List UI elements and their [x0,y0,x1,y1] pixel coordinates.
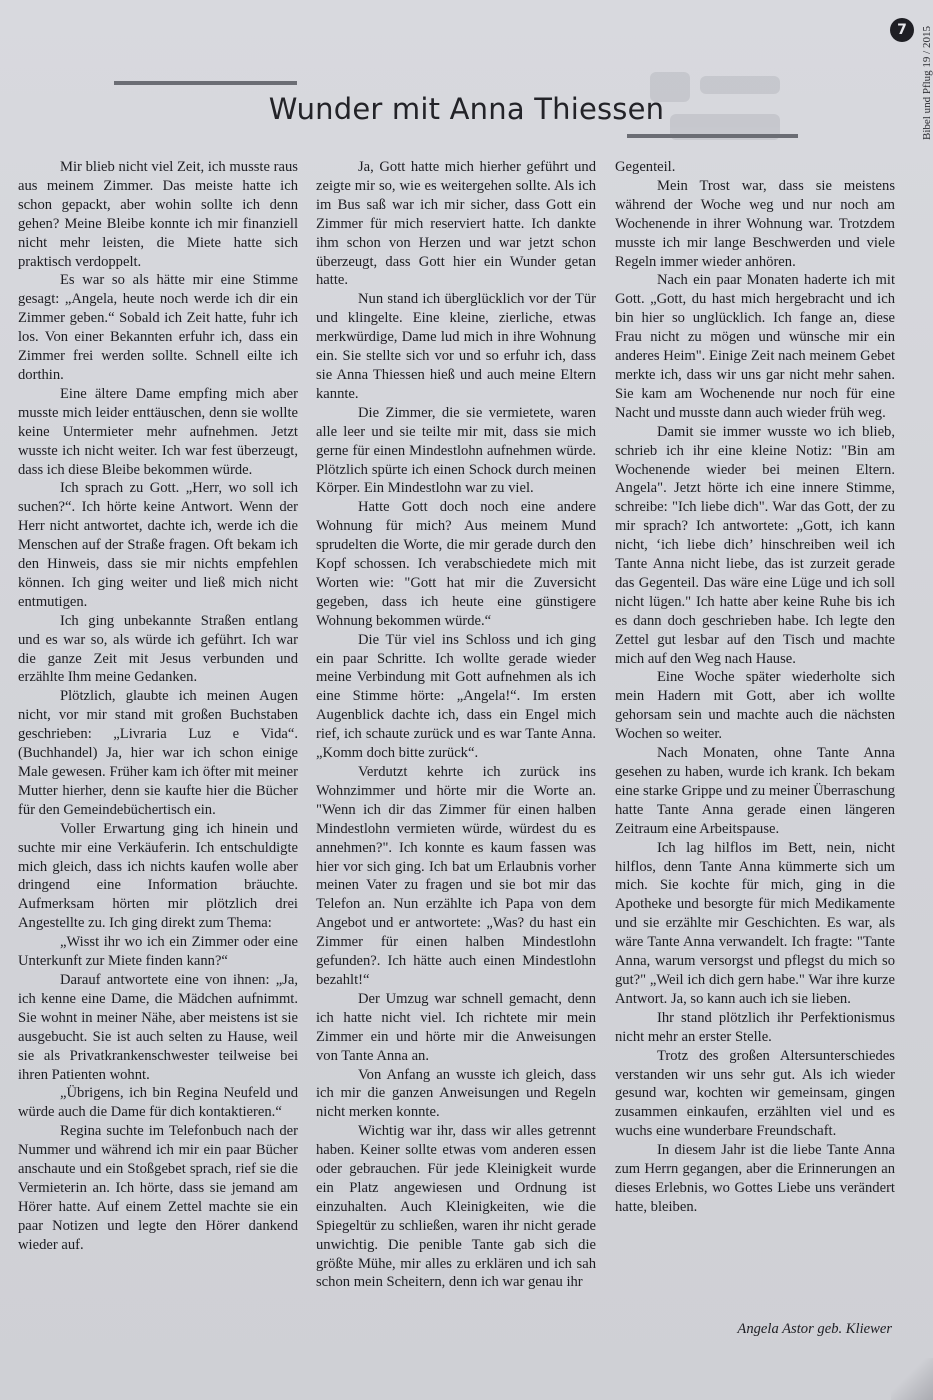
title-rule-left [114,81,297,85]
paragraph: Regina suchte im Telefonbuch nach der Nummer und während ich mir ein paar Bücher anschaute und ein Stoßgebet sprach, rief sie die Vermieterin an. Ich hörte, dass sie jemand am Hörer hatte. Auf einem Zettel machte sie ein paar Notizen und legte den Hörer dankend wieder auf. [18,1123,298,1253]
running-head: Bibel und Pflug 19 / 2015 [921,26,933,140]
paragraph: In diesem Jahr ist die liebe Tante Anna zum Herrn gegangen, aber die Erinnerungen an dieses Erlebnis, wo Gottes Liebe uns verändert hatte, bleiben. [615,1142,895,1215]
paragraph: Nach ein paar Monaten haderte ich mit Gott. „Gott, du hast mich hergebracht und ich bin hier so unglücklich. Ich fange an, diese Frau nicht zu mögen und wünsche mir ein anderes Heim". Einige Zeit nach meinem Gebet merkte ich, dass wir uns gar nicht mehr sahen. Sie kam am Wochenende nur noch für eine Nacht und musste dann auch wieder früh weg. [615,272,895,421]
author-signature: Angela Astor geb. Kliewer [737,1321,892,1337]
paragraph: „Übrigens, ich bin Regina Neufeld und würde auch die Dame für dich kontaktieren.“ [18,1085,298,1121]
paragraph: Nun stand ich überglücklich vor der Tür und klingelte. Eine kleine, zierliche, etwas merkwürdige, Dame lud mich in ihre Wohnung ein. Sie stellte sich vor und so erfuhr ich, dass sie Anna Thiessen hieß und auch meine Eltern kannte. [316,291,596,402]
paragraph: Mir blieb nicht viel Zeit, ich musste raus aus meinem Zimmer. Das meiste hatte ich schon gepackt, aber wohin sollte ich denn gehen? Meine Bleibe konnte ich mir finanziell nicht mehr leisten, die Miete hatte sich praktisch verdoppelt. [18,159,298,270]
paragraph: Hatte Gott doch noch eine andere Wohnung für mich? Aus meinem Mund sprudelten die Worte, die mir gerade durch den Kopf schossen. Ich verabschiedete mich mit Worten wie: "Gott hat mir die Zuversicht gegeben, dass ich heute eine günstigere Wohnung bekommen würde.“ [316,499,596,629]
paragraph: Plötzlich, glaubte ich meinen Augen nicht, vor mir stand mit großen Buchstaben geschrieben: „Livraria Luz e Vida“. (Buchhandel) Ja, hier war ich schon einige Male gewesen. Früher kam ich öfter mit meiner Mutter hierher, denn sie kaufte hier die Bücher für den Gemeindebüchertisch ein. [18,688,298,818]
page-corner-shadow [891,1358,933,1400]
paragraph: Nach Monaten, ohne Tante Anna gesehen zu haben, wurde ich krank. Ich bekam eine starke Grippe und zu meiner Überraschung hatte Tante Anna gerade einen längeren Zeitraum eine Arbeitspause. [615,745,895,837]
paragraph: „Wisst ihr wo ich ein Zimmer oder eine Unterkunft zur Miete finden kann?“ [18,934,298,970]
text-column-1 [18,158,298,1255]
paragraph: Die Tür viel ins Schloss und ich ging ein paar Schritte. Ich wollte gerade wieder meine Verbindung mit Gott aufnehmen als ich eine Stimme hörte: „Angela!“. Im ersten Augenblick dachte ich, dass ein Engel mich rief, ich schaute zurück und es war Tante Anna. „Komm doch bitte zurück“. [316,631,596,762]
page-number: 7 [890,18,914,42]
paragraph: Ich ging unbekannte Straßen entlang und es war so, als würde ich geführt. Ich war die ganze Zeit mit Jesus verbunden und erzählte Ihm meine Gedanken. [18,612,298,686]
paragraph: Die Zimmer, die sie vermietete, waren alle leer und sie teilte mir mit, dass sie mich gerne für einen Mindestlohn aufnehmen würde. Plötzlich spürte ich einen Schock durch meinen Körper. Ein Mindestlohn war zu viel. [316,404,596,497]
paragraph: Gegenteil. [615,159,676,175]
title-rule-right [627,134,798,138]
paragraph: Von Anfang an wusste ich gleich, dass ich mir die ganzen Anweisungen und Regeln nicht merken konnte. [316,1066,596,1121]
paragraph: Damit sie immer wusste wo ich blieb, schrieb ich ihr eine kleine Notiz: "Bin am Wochenende wieder bei meinen Eltern. Angela". Jetzt hörte ich eine innere Stimme, schreibe: "Ich liebe dich". War das Gott, der zu mir sprach? Ich antwortete: „Gott, ich kann nicht, ‘ich liebe dich’ hinschreiben weil ich Tante Anna nicht liebe, das ist zurzeit gerade das Gegenteil. Das wäre eine Lüge und ich soll nicht lügen." Ich hatte aber keine Ruhe bis ich es dann doch geschrieben habe. Ich legte den Zettel gut lesbar auf den Tisch und machte mich auf den Weg nach Hause. [615,423,895,667]
paragraph: Ihr stand plötzlich ihr Perfektionismus nicht mehr an erster Stelle. [615,1009,895,1045]
paragraph: Trotz des großen Altersunterschiedes verstanden wir uns sehr gut. Als ich wieder gesund war, kochten wir gemeinsam, gingen zusammen einkaufen, erzählten viel und es wuchs eine wunderbare Freundschaft. [615,1047,895,1140]
paragraph: Es war so als hätte mir eine Stimme gesagt: „Angela, heute noch werde ich dir ein Zimmer geben.“ Sobald ich Zeit hatte, fuhr ich los. Von einer Bekannten erfuhr ich, dass ein Zimmer frei werden sollte. Schnell eilte ich dorthin. [18,272,298,383]
paragraph: Verdutzt kehrte ich zurück ins Wohnzimmer und hörte mir die Worte an. "Wenn ich dir das Zimmer für einen halben Mindestlohn vermieten würde, würdest du es annehmen?". Ich konnte es kaum fassen was hier vor sich ging. Ich bat um Erlaubnis vorher meinen Vater zu fragen und sie bot mir das Telefon an. Nun erzählte ich Papa von dem Angebot und er antwortete: „Was? du hast ein Zimmer für einen halben Mindestlohn gefunden?. Ich hätte auch einen Mindestlohn bezahlt!“ [316,764,596,988]
paragraph: Eine ältere Dame empfing mich aber musste mich leider enttäuschen, denn sie wollte keine Untermieter mehr aufnehmen. Jetzt wusste ich nicht weiter. Ich war fest überzeugt, dass ich diese Bleibe bekommen würde. [18,385,298,478]
text-column-3 [615,158,895,1217]
paragraph: Ich lag hilflos im Bett, nein, nicht hilflos, denn Tante Anna kümmerte sich um mich. Sie kochte für mich, ging in die Apotheke und besorgte für mich Medikamente und sie erzählte mir Geschichten. Es war, als wäre Tante Anna verwandelt. Ich fragte: "Tante Anna, warum versorgst und pflegst du mich so gut?" „Weil ich dich gern habe." War ihre kurze Antwort. Ja, so kann auch ich sie lieben. [615,839,895,1007]
paragraph: Der Umzug war schnell gemacht, denn ich hatte nicht viel. Ich richtete mir mein Zimmer ein und hörte mir die Anweisungen von Tante Anna an. [316,990,596,1064]
paragraph: Wichtig war ihr, dass wir alles getrennt haben. Keiner sollte etwas vom anderen essen oder gebrauchen. Für jede Kleinigkeit wurde ein Platz angewiesen und Ordnung ist einzuhalten. Auch Kleinigkeiten, wie die Spiegeltür zu schließen, waren ihr nicht gerade unwichtig. Die penible Tante gab sich die größte Mühe, mir alles zu erklären und ich sah schon mein Scheitern, denn ich war genau ihr [316,1123,596,1291]
article-title: Wunder mit Anna Thiessen [268,92,665,126]
paragraph: Mein Trost war, dass sie meistens während der Woche weg und nur noch am Wochenende in ihrer Wohnung war. Trotzdem musste ich mir lange Beschwerden und viele Regeln immer wieder anhören. [615,177,895,270]
paragraph: Ja, Gott hatte mich hierher geführt und zeigte mir so, wie es weitergehen sollte. Als ich im Bus saß war ich mir sicher, dass Gott ein Zimmer für mich reserviert hatte. Ich dankte ihm schon von Herzen und war jetzt schon überzeugt, dass Gott hier ein Wunder getan hatte. [316,159,596,289]
paragraph: Ich sprach zu Gott. „Herr, wo soll ich suchen?“. Ich hörte keine Antwort. Wenn der Herr nicht antwortet, dachte ich, werde ich die Menschen auf der Straße fragen. Oft bekam ich den Hinweis, dass sie mir nichts empfehlen können. Ich ging weiter und ließ mich nicht entmutigen. [18,480,298,610]
paragraph: Darauf antwortete eine von ihnen: „Ja, ich kenne eine Dame, die Mädchen aufnimmt. Sie wohnt in meiner Nähe, aber meistens ist sie ausgebucht. Sie ist auch selten zu Hause, weil sie als Privatkrankenschwester teilweise bei ihren Patienten wohnt. [18,971,298,1083]
text-column-2 [316,158,596,1292]
paragraph: Eine Woche später wiederholte sich mein Hadern mit Gott, aber ich wollte gehorsam sein und machte auch die nächsten Wochen so weiter. [615,669,895,743]
paragraph: Voller Erwartung ging ich hinein und suchte mir eine Verkäuferin. Ich entschuldigte mich gleich, dass ich nichts kaufen wolle aber dringend eine Information bräuchte. Aufmerksam hörten mir plötzlich drei Angestellte zu. Ich ging direkt zum Thema: [18,820,298,932]
